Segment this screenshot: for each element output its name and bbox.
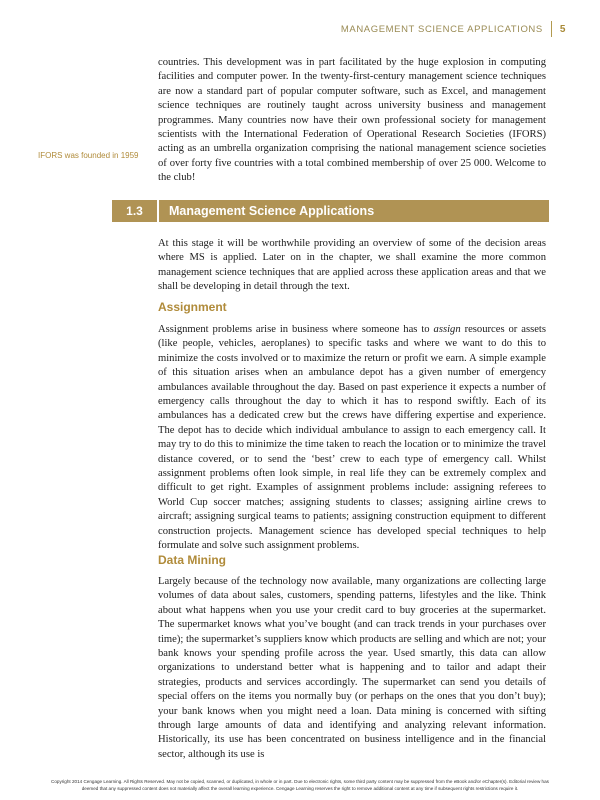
page-number: 5: [559, 23, 566, 35]
data-mining-paragraph: Largely because of the technology now available, many organizations are collecting large volumes of data about sales, customers, spending patterns, lifestyles and the like. Think about what happens when you use your credit card to buy groceries at the supermarket. The supermarket knows what you’ve bought (and can track trends in your purchases over time); the supermarket’s suppliers know which products are selling and which are not; your bank knows your spending profile across the year. Used smartly, this data can allow organizations to understand better what is happening and to tailor and adapt their strategies, products and services accordingly. The supermarket can send you details of special offers on the items you normally buy (or perhaps on the ones that you don’t buy); your bank knows when you might need a loan. Data mining is concerned with sifting through large amounts of data and identifying and analyzing relevant information. Historically, its use has been concentrated on business intelligence and in the financial sector, although its use is: [158, 576, 546, 760]
assignment-emphasis: assign: [433, 324, 461, 335]
intro-paragraph: countries. This development was in part facilitated by the huge explosion in computing facilities and computer power. In the twenty-first-century management science techniques are now a standard part of popular computer software, such as Excel, and management science techniques are routinely taught across university business and management programmes. Many countries now have their own professional society for management scientists with the International Federation of Operational Research Societies (IFORS) acting as an umbrella organization comprising the national management science societies of over forty five countries with a total combined membership of over 25 000. Welcome to the club!: [158, 57, 546, 184]
copyright-notice: [22, 778, 578, 792]
running-head-divider: [551, 21, 552, 37]
section-heading-bar: [112, 200, 549, 222]
assignment-paragraph: [158, 323, 546, 554]
running-head-title: MANAGEMENT SCIENCE APPLICATIONS: [340, 23, 543, 35]
copyright-line-1: Copyright 2014 Cengage Learning. All Rights Reserved. May not be copied, scanned, or duplicated, in whole or in part. Due to electronic rights, some third party content may be suppressed from the eBook and/or eChapter(s). Editorial review has: [51, 779, 549, 784]
section-number: 1.3: [126, 204, 143, 218]
copyright-line-2: deemed that any suppressed content does not materially affect the overall learning experience. Cengage Learning reserves the right to remove additional content at any time if subsequent rights restrictions require it.: [81, 786, 519, 791]
assignment-text-start: Assignment problems arise in business where someone has to: [158, 324, 434, 335]
section-intro-paragraph: At this stage it will be worthwhile providing an overview of some of the decision areas where MS is applied. Later on in the chapter, we shall examine the more common management science techniques that are applied across these application areas and that we shall be developing in detail through the text.: [158, 238, 546, 293]
section-title: Management Science Applications: [169, 204, 375, 218]
running-head: [341, 21, 566, 37]
margin-note: IFORS was founded in 1959: [38, 151, 139, 160]
assignment-text-end: resources or assets (like people, vehicles, aeroplanes) to specific tasks and where we want to do this to minimize the costs involved or to maximize the return or profit we earn. A simple example of this situation arises when an ambulance depot has a given number of emergency ambulances available throughout the day. Based on past experience it expects a number of emergency calls throughout the day to which it has to respond swiftly. Each of its ambulances has a dedicated crew but the crews have differing expertise and experience. The depot has to decide which individual ambulance to assign to each emergency call. It may try to do this to minimize the time taken to reach the location or to minimize the travel distance covered, or to send the ‘best’ crew to each type of emergency call. Whilst assignment problems often look simple, in real life they can be extremely complex and difficult to get right. Examples of assignment problems include: assigning referees to World Cup soccer matches; assigning students to classes; assigning airline crews to aircraft; assigning surgical teams to patients; assigning construction equipment to different construction projects. Management science has developed special techniques to help formulate and solve such assignment problems.: [158, 324, 546, 552]
data-mining-heading: Data Mining: [158, 553, 226, 567]
assignment-heading: Assignment: [158, 300, 227, 314]
